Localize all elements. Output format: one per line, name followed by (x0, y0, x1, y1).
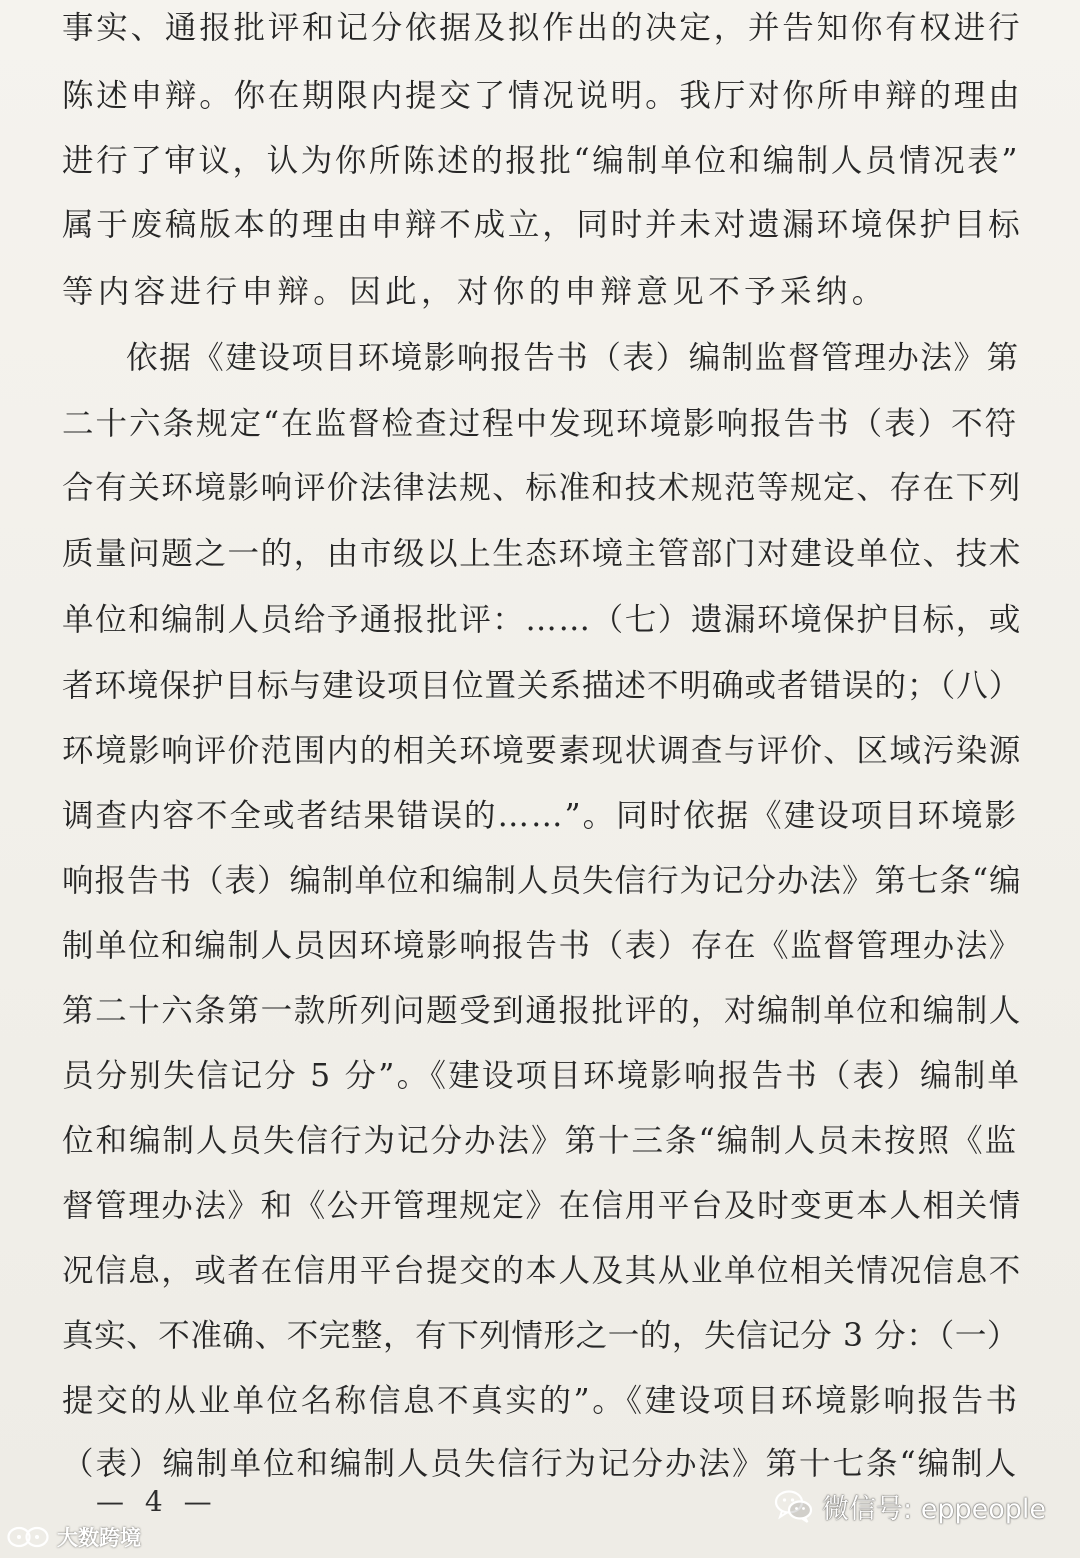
text-line: 等内容进行申辩。因此，对你的申辩意见不予采纳。 (62, 274, 888, 310)
corner-watermark (6, 1520, 141, 1554)
text-line: 者环境保护目标与建设项目位置关系描述不明确或者错误的；（八） (62, 668, 1022, 704)
page-number: — 4 — (96, 1485, 218, 1518)
text-line: 单位和编制人员给予通报批评：……（七）遗漏环境保护目标，或 (62, 602, 1022, 638)
corner-watermark-text: 大数跨境 (57, 1526, 141, 1550)
text-line: 质量问题之一的，由市级以上生态环境主管部门对建设单位、技术 (62, 536, 1022, 572)
text-line: 提交的从业单位名称信息不真实的”。《建设项目环境影响报告书 (62, 1383, 1020, 1419)
text-line: 事实、通报批评和记分依据及拟作出的决定，并告知你有权进行 (62, 10, 1023, 46)
text-line: （表）编制单位和编制人员失信行为记分办法》第十七条“编制人 (62, 1446, 1019, 1482)
text-line: 响报告书（表）编制单位和编制人员失信行为记分办法》第七条“编 (62, 863, 1022, 899)
text-line: 进行了审议，认为你所陈述的报批“编制单位和编制人员情况表” (62, 143, 1021, 179)
text-line: 环境影响评价范围内的相关环境要素现状调查与评价、区域污染源 (62, 733, 1022, 769)
text-line: 真实、不准确、不完整，有下列情形之一的，失信记分 3 分：（一） (62, 1318, 1020, 1354)
text-line: 第二十六条第一款所列问题受到通报批评的，对编制单位和编制人 (62, 993, 1022, 1029)
text-line: 制单位和编制人员因环境影响报告书（表）存在《监督管理办法》 (62, 928, 1022, 964)
text-line: 督管理办法》和《公开管理规定》在信用平台及时变更本人相关情 (62, 1188, 1022, 1224)
text-line: 二十六条规定“在监督检查过程中发现环境影响报告书（表）不符 (62, 406, 1019, 442)
text-line: 陈述申辩。你在期限内提交了情况说明。我厅对你所申辩的理由 (62, 78, 1023, 114)
text-line: 员分别失信记分 5 分”。《建设项目环境影响报告书（表）编制单 (62, 1058, 1022, 1094)
text-line: 依据《建设项目环境影响报告书（表）编制监督管理办法》第 (126, 340, 1020, 376)
wechat-id-text: 微信号: eppeople (822, 1493, 1046, 1525)
text-line: 调查内容不全或者结果错误的……”。同时依据《建设项目环境影 (62, 798, 1019, 834)
text-line: 况信息，或者在信用平台提交的本人及其从业单位相关情况信息不 (62, 1253, 1022, 1289)
wechat-watermark (774, 1484, 1046, 1528)
chat-bubbles-logo-icon (6, 1524, 52, 1550)
text-line: 合有关环境影响评价法律法规、标准和技术规范等规定、存在下列 (62, 470, 1022, 506)
text-line: 属于废稿版本的理由申辩不成立，同时并未对遗漏环境保护目标 (62, 207, 1023, 243)
text-line: 位和编制人员失信行为记分办法》第十三条“编制人员未按照《监 (62, 1123, 1019, 1159)
wechat-icon (774, 1489, 814, 1523)
